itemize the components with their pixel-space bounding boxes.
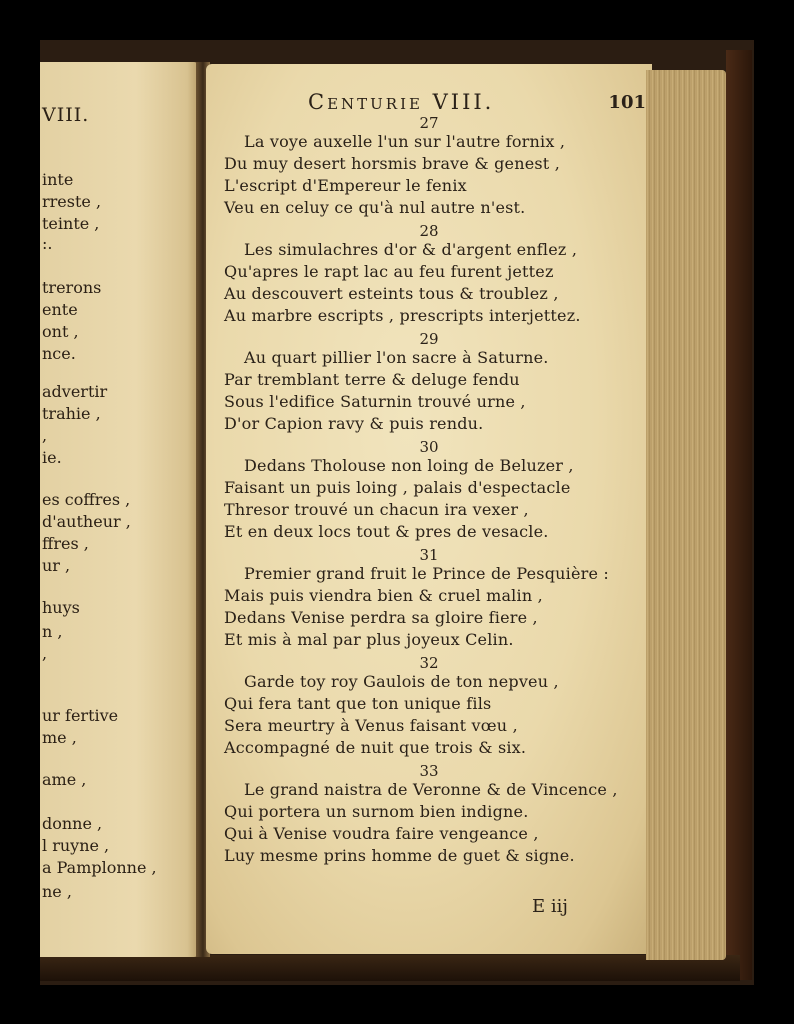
left-fragment: ur fertive: [42, 706, 119, 725]
left-fragment: n ,: [42, 622, 63, 641]
left-fragment: es coffres ,: [42, 490, 131, 509]
verse-line: Mais puis viendra bien & cruel malin ,: [224, 586, 543, 605]
verse-line: Luy mesme prins homme de guet & signe.: [224, 846, 575, 865]
left-fragment: rreste ,: [42, 192, 102, 211]
left-fragment: donne ,: [42, 814, 103, 833]
verse-line: Faisant un puis loing , palais d'espectacle: [224, 478, 571, 497]
verse-line: Premier grand fruit le Prince de Pesquière :: [244, 564, 610, 583]
left-page-heading: VIII.: [42, 104, 90, 126]
left-fragment: trahie ,: [42, 404, 101, 423]
verse-number: 29: [419, 330, 439, 348]
verse-line: L'escript d'Empereur le fenix: [224, 176, 467, 195]
verse-line: Sera meurtry à Venus faisant vœu ,: [224, 716, 518, 735]
left-fragment: a Pamplonne ,: [42, 858, 157, 877]
left-fragment: teinte ,: [42, 214, 100, 233]
verse-line: Qui portera un surnom bien indigne.: [224, 802, 529, 821]
left-fragment: ente: [42, 300, 78, 319]
page-number: 101: [608, 92, 646, 113]
left-page: [40, 62, 200, 957]
verse-line: D'or Capion ravy & puis rendu.: [224, 414, 484, 433]
verse-line: Les simulachres d'or & d'argent enflez ,: [244, 240, 578, 259]
verse-number: 33: [419, 762, 439, 780]
running-title: Centurie VIII.: [308, 90, 495, 114]
verse-line: Par tremblant terre & deluge fendu: [224, 370, 520, 389]
verse-line: Et mis à mal par plus joyeux Celin.: [224, 630, 514, 649]
verse-line: Dedans Venise perdra sa gloire fiere ,: [224, 608, 538, 627]
verse-line: Dedans Tholouse non loing de Beluzer ,: [244, 456, 574, 475]
left-fragment: ffres ,: [42, 534, 89, 553]
left-fragment: advertir: [42, 382, 108, 401]
left-fragment: ame ,: [42, 770, 87, 789]
left-fragment: ,: [42, 426, 48, 445]
book-cover-bottom: [40, 955, 740, 981]
left-fragment: huys: [42, 598, 80, 617]
verse-line: Thresor trouvé un chacun ira vexer ,: [224, 500, 529, 519]
verse-line: Du muy desert horsmis brave & genest ,: [224, 154, 561, 173]
verse-number: 28: [419, 222, 439, 240]
left-fragment: trerons: [42, 278, 102, 297]
verse-line: Veu en celuy ce qu'à nul autre n'est.: [224, 198, 526, 217]
verse-line: La voye auxelle l'un sur l'autre fornix ,: [244, 132, 566, 151]
left-fragment: ,: [42, 644, 48, 663]
left-fragment: l ruyne ,: [42, 836, 110, 855]
left-fragment: nce.: [42, 344, 76, 363]
verse-line: Qui fera tant que ton unique fils: [224, 694, 492, 713]
verse-line: Le grand naistra de Veronne & de Vincence ,: [244, 780, 618, 799]
verse-line: Garde toy roy Gaulois de ton nepveu ,: [244, 672, 559, 691]
left-page-text: [40, 62, 200, 957]
signature-mark: E iij: [532, 896, 568, 917]
right-page: [206, 64, 652, 954]
left-fragment: me ,: [42, 728, 77, 747]
left-fragment: ur ,: [42, 556, 71, 575]
left-fragment: ie.: [42, 448, 62, 467]
book-binding: [726, 50, 752, 980]
verse-number: 32: [419, 654, 439, 672]
verse-line: Accompagné de nuit que trois & six.: [224, 738, 527, 757]
verse-line: Au marbre escripts , prescripts interjettez.: [224, 306, 581, 325]
verse-line: Au descouvert esteints tous & troublez ,: [224, 284, 559, 303]
verse-number: 31: [419, 546, 439, 564]
left-fragment: d'autheur ,: [42, 512, 131, 531]
verse-line: Qu'apres le rapt lac au feu furent jettez: [224, 262, 554, 281]
verse-line: Sous l'edifice Saturnin trouvé urne ,: [224, 392, 526, 411]
verse-number: 30: [419, 438, 439, 456]
left-fragment: ne ,: [42, 882, 72, 901]
verse-line: Qui à Venise voudra faire vengeance ,: [224, 824, 539, 843]
left-fragment: :.: [42, 234, 53, 253]
left-fragment: ont ,: [42, 322, 79, 341]
left-fragment: inte: [42, 170, 74, 189]
verse-line: Au quart pillier l'on sacre à Saturne.: [244, 348, 549, 367]
verse-line: Et en deux locs tout & pres de vesacle.: [224, 522, 549, 541]
page-edges: [646, 70, 726, 960]
verse-number: 27: [419, 114, 439, 132]
